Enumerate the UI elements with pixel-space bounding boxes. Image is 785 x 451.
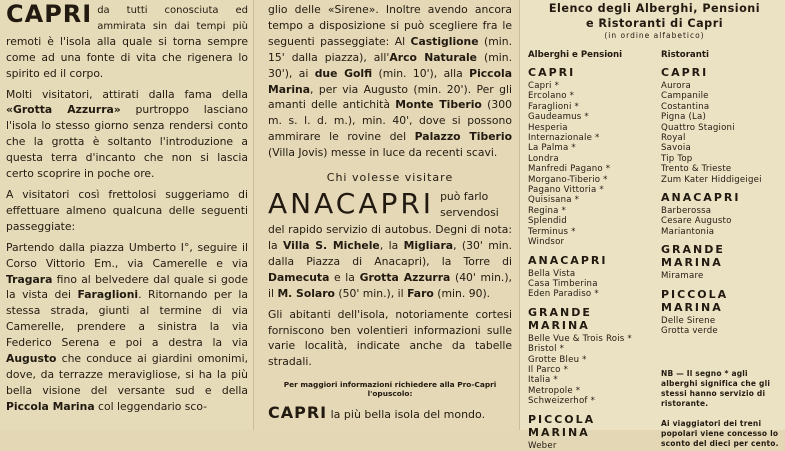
establishment-list bbox=[528, 81, 648, 248]
list-item: Delle Sirene bbox=[661, 315, 716, 326]
list-item: Quisisana * bbox=[528, 195, 580, 206]
list-item: Splendid bbox=[528, 216, 567, 227]
list-item: Morgano-Tiberio * bbox=[528, 174, 608, 185]
paragraph-grotta: Molti visitatori, attirati dalla fama della «Grotta Azzurra» purtroppo lasciano l'isola lo stesso giorno senza rendersi conto che la grotta è soltanto l'introduzione a questa terra d'incanto che non si lascia certo scoprire in poche ore. bbox=[6, 87, 248, 181]
capri-title: CAPRI bbox=[6, 0, 93, 28]
list-item: Miramare bbox=[661, 271, 704, 282]
list-item: Londra bbox=[528, 153, 559, 164]
town-heading: CAPRI bbox=[528, 66, 576, 79]
anacapri-title: ANACAPRI bbox=[268, 187, 435, 221]
town-heading: ANACAPRI bbox=[661, 191, 741, 205]
establishment-list bbox=[661, 81, 781, 185]
list-item: Quattro Stagioni bbox=[661, 122, 735, 133]
capri-intro: CAPRI da tutti conosciuta ed ammirata sin dai tempi più remoti è l'isola alla quale si torna sempre come ad una fonte di vita che rigenera lo spirito ed il corpo. bbox=[6, 0, 248, 80]
paragraph-anacapri: del rapido servizio di autobus. Degni di nota: la Villa S. Michele, la Migliara, (30' min. dalla Piazza di Anacapri), la Torre di Damecuta e la Grotta Azzurra (40' min.), il M. Solaro (50' min.), il Faro (min. 90). bbox=[268, 223, 512, 300]
list-item: Eden Paradiso * bbox=[528, 289, 599, 300]
list-item: Pagano Vittoria * bbox=[528, 185, 604, 196]
list-item: Windsor bbox=[528, 237, 565, 248]
list-item: Zum Kater Hiddigeigei bbox=[661, 174, 762, 185]
list-item: Mariantonia bbox=[661, 226, 715, 237]
establishment-list bbox=[661, 316, 781, 337]
left-panel bbox=[0, 0, 254, 430]
discount-note: Ai viaggiatori dei treni popolari viene concesso lo sconto del dieci per cento. bbox=[661, 418, 779, 448]
town-heading: CAPRI bbox=[661, 66, 709, 79]
establishment-list bbox=[661, 206, 781, 237]
list-item: Italia * bbox=[528, 375, 558, 386]
list-item: Ercolano * bbox=[528, 91, 575, 102]
list-item: Gaudeamus * bbox=[528, 112, 589, 123]
hotels-column: Alberghi e Pensioni CAPRI Capri * Ercolano * Faraglioni * Gaudeamus * Hesperia Internazionale * La Palma * Londra Manfredi Pagano * Morgano-Tiberio * Pagano Vittoria * Quisisana * Regina * Splendid Terminus * Windsor ANACAPRI Bella Vista Casa Timberina Eden Paradiso * GRANDE MARINA Belle Vue & Trois Rois * Bristol * Grotte Bleu * Il Parco * Italia * Metropole * Schweizerhof * PICCOLA MARINA Weber bbox=[528, 46, 648, 451]
list-item: Metropole * bbox=[528, 385, 581, 396]
establishment-list bbox=[661, 271, 781, 281]
list-item: Royal bbox=[661, 133, 686, 144]
list-item: Bella Vista bbox=[528, 268, 576, 279]
right-panel bbox=[520, 0, 785, 451]
anacapri-heading: ANACAPRI può farlo servendosi bbox=[268, 187, 499, 221]
establishment-list bbox=[528, 441, 648, 451]
town-heading: GRANDE MARINA bbox=[661, 243, 725, 270]
list-item: Hesperia bbox=[528, 122, 568, 133]
establishment-list bbox=[528, 269, 648, 300]
list-item: Belle Vue & Trois Rois * bbox=[528, 333, 632, 344]
list-item: Barberossa bbox=[661, 206, 712, 217]
info-note: Per maggiori informazioni richiedere alla Pro-Capri l'opuscolo: bbox=[283, 380, 497, 399]
middle-panel bbox=[254, 0, 520, 430]
town-heading: GRANDE MARINA bbox=[528, 305, 592, 332]
list-subtitle: (in ordine alfabetico) bbox=[604, 31, 705, 40]
town-heading: PICCOLA MARINA bbox=[661, 287, 729, 314]
list-item: Cesare Augusto bbox=[661, 216, 732, 227]
paragraph-suggestion: A visitatori così frettolosi suggeriamo di effettuare almeno qualcuna delle seguenti passeggiate: bbox=[6, 187, 248, 233]
legend-note: NB — Il segno * agli alberghi significa che gli stessi hanno servizio di ristorante. bbox=[661, 368, 771, 408]
list-item: Terminus * bbox=[528, 226, 576, 237]
list-item: Tip Top bbox=[661, 153, 693, 164]
list-title: Elenco degli Alberghi, Pensioni e Ristoranti di Capri bbox=[548, 2, 761, 30]
list-item: Schweizerhof * bbox=[528, 396, 596, 407]
list-item: Capri * bbox=[528, 81, 560, 91]
paragraph-walk: Partendo dalla piazza Umberto I°, seguire il Corso Vittorio Em., via Camerelle e via Tragara fino al belvedere dal quale si gode la vista dei Faraglioni. Ritornando per la stessa strada, giunti al termine di via Camerelle, prendere a sinistra la via Federico Serena e poi a destra la via Augusto che conduce ai giardini omonimi, dove, da terrazze meravigliose, si ha la più bella visione del versante sud e della Piccola Marina col leggendario sco- bbox=[6, 240, 248, 413]
list-item: Internazionale * bbox=[528, 133, 600, 144]
list-item: Weber bbox=[528, 440, 557, 451]
anacapri-lead: Chi volesse visitare bbox=[326, 171, 454, 185]
list-item: Regina * bbox=[528, 205, 567, 216]
list-item: Bristol * bbox=[528, 344, 565, 355]
list-item: Grotta verde bbox=[661, 326, 718, 337]
town-heading: ANACAPRI bbox=[528, 253, 608, 267]
list-item: Pigna (La) bbox=[661, 112, 707, 123]
list-item: La Palma * bbox=[528, 143, 576, 154]
list-item: Savoia bbox=[661, 143, 691, 154]
list-item: Manfredi Pagano * bbox=[528, 164, 611, 175]
list-item: Trento & Trieste bbox=[661, 164, 732, 175]
paragraph-excursions: glio delle «Sirene». Inoltre avendo ancora tempo a disposizione si può scegliere fra le seguenti passeggiate: Al Castiglione (min. 15' dalla piazza), all'Arco Naturale (min. 30'), ai due Golfi (min. 10'), alla Piccola Marina, per via Augusto (min. 20'). Per gli amanti delle antichità Monte Tiberio (300 m. s. l. d. m.), min. 40', dove si possono ammirare le rovine del Palazzo Tiberio (Villa Jovis) messe in luce da recenti scavi. bbox=[268, 3, 513, 160]
slogan: CAPRI la più bella isola del mondo. bbox=[268, 403, 486, 423]
list-item: Faraglioni * bbox=[528, 101, 579, 112]
list-item: Grotte Bleu * bbox=[528, 354, 587, 365]
list-item: Costantina bbox=[661, 101, 710, 112]
list-item: Il Parco * bbox=[528, 364, 569, 375]
paragraph-inhabitants: Gli abitanti dell'isola, notoriamente cortesi forniscono ben volentieri informazioni sulle varie località, indicate anche da tabelle stradali. bbox=[268, 307, 512, 369]
establishment-list bbox=[528, 334, 648, 407]
list-item: Aurora bbox=[661, 81, 691, 91]
list-item: Casa Timberina bbox=[528, 278, 598, 289]
town-heading: PICCOLA MARINA bbox=[528, 412, 596, 439]
restaurants-column: Ristoranti CAPRI Aurora Campanile Costantina Pigna (La) Quattro Stagioni Royal Savoia Tip Top Trento & Trieste Zum Kater Hiddigeigei ANACAPRI Barberossa Cesare Augusto Mariantonia GRANDE MARINA Miramare PICCOLA MARINA Delle Sirene Grotta verde NB — Il segno * agli alberghi significa che gli stessi hanno servizio di ristorante. Ai viaggiatori dei treni popolari viene concesso lo sconto del dieci per cento. bbox=[661, 46, 781, 451]
list-item: Campanile bbox=[661, 91, 709, 102]
